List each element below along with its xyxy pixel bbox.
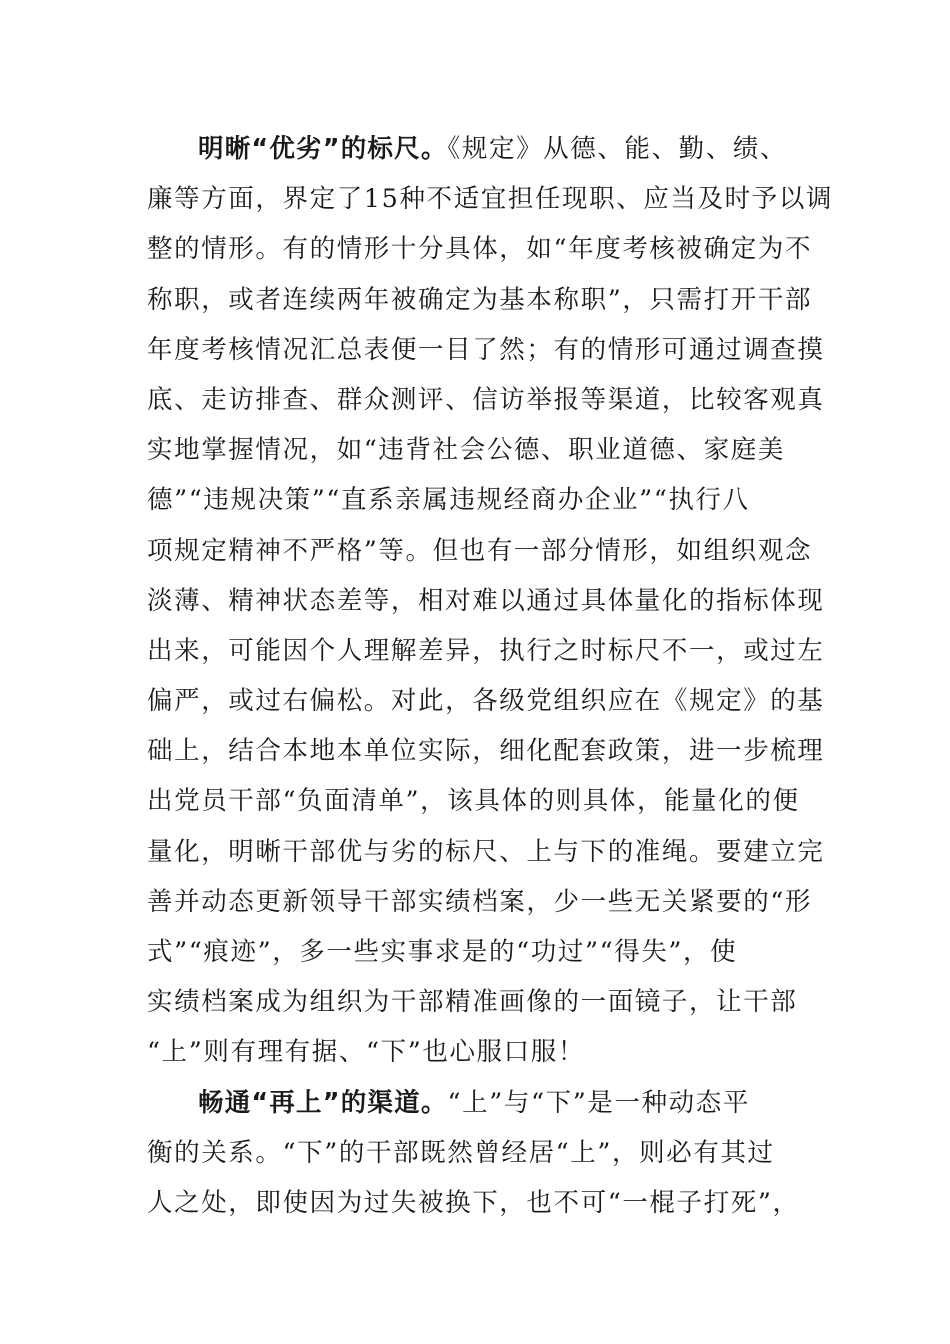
paragraph-1-line: “上”则有理有据、“下”也心服口服！ <box>147 1037 585 1068</box>
paragraph-1-line: 称职，或者连续两年被确定为基本称职”，只需打开干部 <box>147 284 813 315</box>
paragraph-1-line: 德”“违规决策”“直系亲属违规经商办企业”“执行八 <box>147 485 750 516</box>
paragraph-1-line: 实绩档案成为组织为干部精准画像的一面镜子，让干部 <box>147 987 798 1018</box>
article-body <box>147 124 834 1228</box>
paragraph-1-line: 底、走访排查、群众测评、信访举报等渠道，比较客观真 <box>147 384 825 415</box>
paragraph-1-line: 善并动态更新领导干部实绩档案，少一些无关紧要的“形 <box>147 886 813 917</box>
paragraph-1-line: 式”“痕迹”，多一些实事求是的“功过”“得失”，使 <box>147 937 738 967</box>
paragraph-1-line: 年度考核情况汇总表便一目了然；有的情形可通过调查摸 <box>147 334 825 365</box>
paragraph-1-line: 础上，结合本地本单位实际，细化配套政策，进一步梳理 <box>147 736 825 767</box>
paragraph-2-line-1 <box>147 1078 797 1128</box>
paragraph-1-line: 廉等方面，界定了15种不适宜担任现职、应当及时予以调 <box>147 184 834 215</box>
paragraph-2-text: “上”与“下”是一种动态平 <box>447 1087 750 1118</box>
paragraph-1-line: 偏严，或过右偏松。对此，各级党组织应在《规定》的基 <box>147 686 825 717</box>
paragraph-1-line: 项规定精神不严格”等。但也有一部分情形，如组织观念 <box>147 535 813 566</box>
paragraph-2-line: 人之处，即使因为过失被换下，也不可“一棍子打死”， <box>147 1187 800 1218</box>
paragraph-2-line: 衡的关系。“下”的干部既然曾经居“上”，则必有其过 <box>147 1137 775 1168</box>
paragraph-1-heading: 明晰“优劣”的标尺。 <box>198 134 448 164</box>
paragraph-1-line: 整的情形。有的情形十分具体，如“年度考核被确定为不 <box>147 234 813 265</box>
paragraph-1-line: 淡薄、精神状态差等，相对难以通过具体量化的指标体现 <box>147 585 825 616</box>
paragraph-1-line: 量化，明晰干部优与劣的标尺、上与下的准绳。要建立完 <box>147 836 825 867</box>
paragraph-1-line: 出来，可能因个人理解差异，执行之时标尺不一，或过左 <box>147 635 825 666</box>
paragraph-2-heading: 畅通“再上”的渠道。 <box>198 1087 448 1118</box>
paragraph-1-text: 《规定》从德、能、勤、绩、 <box>447 134 788 164</box>
paragraph-1-line: 出党员干部“负面清单”，该具体的则具体，能量化的便 <box>147 786 800 817</box>
paragraph-1-line: 实地掌握情况，如“违背社会公德、职业道德、家庭美 <box>147 435 785 466</box>
paragraph-1-line-1 <box>147 124 797 174</box>
